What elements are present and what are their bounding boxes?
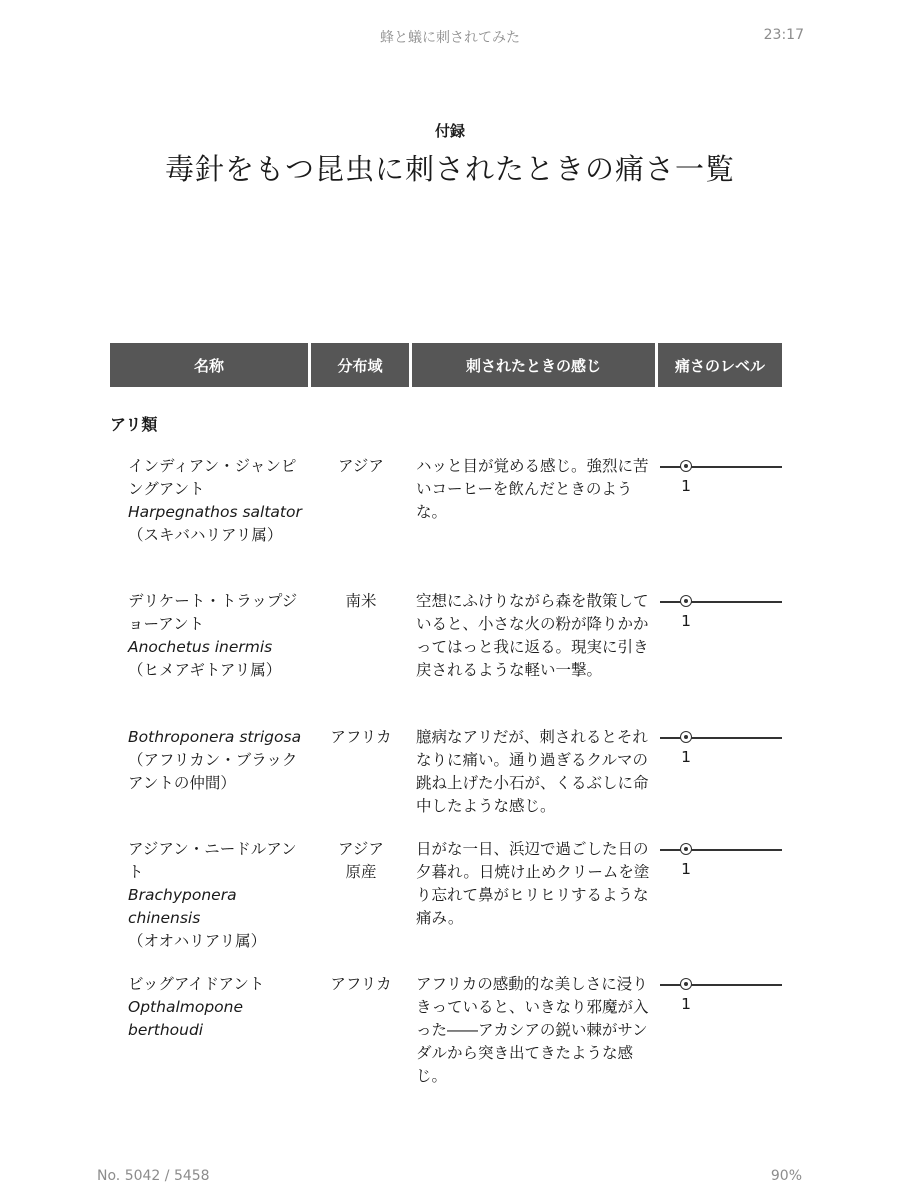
insect-name <box>128 726 308 795</box>
pain-scale-line <box>660 984 782 986</box>
location-indicator: No. 5042 / 5458 <box>97 1168 210 1184</box>
pain-level-value: 1 <box>681 477 691 495</box>
distribution: アジア原産 <box>338 840 384 881</box>
name-genus: （スキバハリアリ属） <box>128 526 283 544</box>
name-scientific: Opthalmopone berthoudi <box>128 998 244 1039</box>
name-japanese: アジアン・ニードルアント <box>128 840 297 881</box>
sting-description: ハッと目が覚める感じ。強烈に苦いコーヒーを飲んだときのような。 <box>416 457 649 521</box>
page-heading <box>0 120 900 188</box>
sting-description: 臆病なアリだが、刺されるとそれなりに痛い。通り過ぎるクルマの跳ね上げた小石が、くるぶしに命中したような感じ。 <box>416 728 649 815</box>
name-japanese: インディアン・ジャンピングアント <box>128 457 297 498</box>
column-header-feel: 刺されたときの感じ <box>412 343 655 387</box>
pain-marker-icon <box>680 595 692 607</box>
insect-name <box>128 590 308 682</box>
name-scientific: Brachyponera chinensis <box>128 886 237 927</box>
pain-marker-icon <box>680 843 692 855</box>
sting-description: 空想にふけりながら森を散策していると、小さな火の粉が降りかかってはっと我に返る。現実に引き戻されるような軽い一撃。 <box>416 592 649 679</box>
pain-scale-line <box>660 466 782 468</box>
name-genus: （オオハリアリ属） <box>128 932 267 950</box>
distribution: アフリカ <box>330 728 392 746</box>
insect-name <box>128 838 308 953</box>
distribution: 南米 <box>345 592 377 610</box>
name-scientific: Anochetus inermis <box>128 638 273 656</box>
pain-level-scale <box>660 838 782 888</box>
section-heading: アリ類 <box>110 415 158 434</box>
appendix-label: 付録 <box>434 122 465 140</box>
clock: 23:17 <box>763 27 804 43</box>
column-header-level: 痛さのレベル <box>658 343 782 387</box>
pain-marker-icon <box>680 731 692 743</box>
pain-level-value: 1 <box>681 748 691 766</box>
name-japanese: デリケート・トラップジョーアント <box>128 592 298 633</box>
name-genus: （ヒメアギトアリ属） <box>128 661 282 679</box>
pain-level-scale <box>660 973 782 1023</box>
distribution: アフリカ <box>330 975 392 993</box>
pain-level-scale <box>660 726 782 776</box>
pain-level-value: 1 <box>681 612 691 630</box>
pain-marker-icon <box>680 978 692 990</box>
name-genus: （アフリカン・ブラックアントの仲間） <box>128 751 298 792</box>
pain-level-value: 1 <box>681 860 691 878</box>
name-scientific: Harpegnathos saltator <box>128 503 302 521</box>
pain-scale-line <box>660 849 782 851</box>
pain-level-value: 1 <box>681 995 691 1013</box>
status-bar <box>0 27 900 49</box>
pain-level-scale <box>660 590 782 640</box>
insect-name <box>128 973 308 1042</box>
name-japanese: ビッグアイドアント <box>128 975 265 993</box>
name-scientific: Bothroponera strigosa <box>128 728 302 746</box>
pain-scale-line <box>660 737 782 739</box>
table-header <box>110 343 782 387</box>
column-header-area: 分布域 <box>311 343 409 387</box>
insect-name <box>128 455 308 547</box>
sting-description: アフリカの感動的な美しさに浸りきっていると、いきなり邪魔が入った――アカシアの鋭い棘がサンダルから突き出てきたような感じ。 <box>416 975 649 1085</box>
pain-scale-line <box>660 601 782 603</box>
reading-progress: 90% <box>770 1168 802 1184</box>
book-title: 蜂と蟻に刺されてみた <box>380 30 520 46</box>
page-title: 毒針をもつ昆虫に刺されたときの痛さ一覧 <box>164 152 735 186</box>
column-header-name: 名称 <box>110 343 308 387</box>
pain-marker-icon <box>680 460 692 472</box>
sting-description: 日がな一日、浜辺で過ごした日の夕暮れ。日焼け止めクリームを塗り忘れて鼻がヒリヒリするような痛み。 <box>416 840 650 927</box>
pain-level-scale <box>660 455 782 505</box>
distribution: アジア <box>338 457 384 475</box>
